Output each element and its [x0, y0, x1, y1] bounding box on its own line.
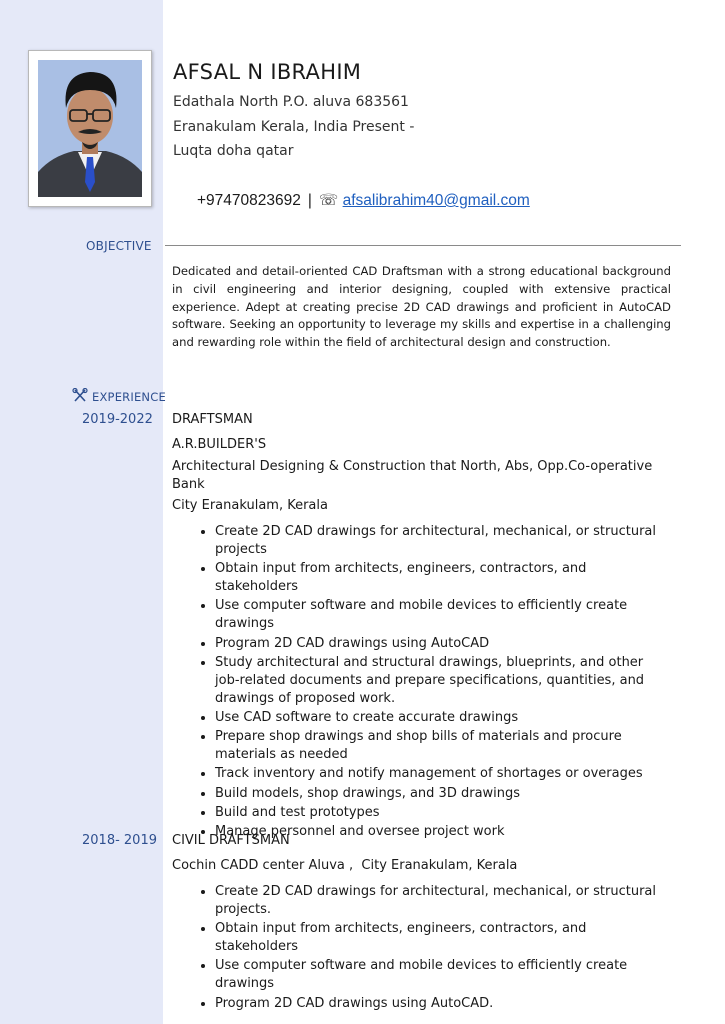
job-years: 2018- 2019: [82, 833, 157, 848]
experience-label: EXPERIENCE: [92, 390, 166, 404]
contact-line: [197, 191, 530, 210]
job-duties-list: [172, 883, 671, 1014]
job-duties-list: [172, 523, 671, 842]
candidate-name: AFSAL N IBRAHIM: [173, 60, 362, 84]
email-link[interactable]: afsalibrahim40@gmail.com: [342, 192, 530, 209]
job-company: Cochin CADD center Aluva , City Eranakulam, Kerala: [172, 858, 518, 873]
section-divider: [165, 245, 681, 246]
list-item: • Study architectural and structural drawings, blueprints, and other job-related documents and prepare specifications, quantities, and drawings of proposed work.: [215, 654, 671, 708]
list-item: • Use computer software and mobile devices to efficiently create drawings: [215, 957, 671, 993]
profile-photo-frame: [28, 50, 152, 207]
tools-icon: [72, 390, 92, 404]
objective-heading: OBJECTIVE: [86, 239, 152, 253]
job-title: CIVIL DRAFTSMAN: [172, 833, 290, 848]
list-item: • Create 2D CAD drawings for architectural, mechanical, or structural projects.: [215, 883, 671, 919]
list-item: • Track inventory and notify management of shortages or overages: [215, 765, 671, 783]
job-years: 2019-2022: [82, 412, 153, 427]
objective-text: Dedicated and detail-oriented CAD Draftsman with a strong educational background in civil engineering and interior designing, coupled with extensive practical experience. Adept at creating precise 2D CAD drawings and proficient in AutoCAD software. Seeking an opportunity to leverage my skills and expertise in a challenging and rewarding role within the field of architectural design and construction.: [172, 264, 671, 350]
experience-heading: [72, 388, 166, 404]
list-item: • Build and test prototypes: [215, 804, 671, 822]
list-item: • Program 2D CAD drawings using AutoCAD.: [215, 995, 671, 1013]
list-item: • Use CAD software to create accurate drawings: [215, 709, 671, 727]
address-line: Eranakulam Kerala, India Present -: [173, 119, 415, 135]
telephone-icon: ☏: [318, 192, 339, 209]
list-item: • Create 2D CAD drawings for architectural, mechanical, or structural projects: [215, 523, 671, 559]
profile-photo: [38, 60, 142, 197]
list-item: • Manage personnel and oversee project work: [215, 823, 671, 841]
phone-number: +97470823692: [197, 192, 301, 209]
list-item: • Prepare shop drawings and shop bills of materials and procure materials as needed: [215, 728, 671, 764]
address-line: Edathala North P.O. aluva 683561: [173, 94, 409, 110]
contact-separator: |: [307, 192, 312, 209]
list-item: • Build models, shop drawings, and 3D drawings: [215, 785, 671, 803]
list-item: • Obtain input from architects, engineers, contractors, and stakeholders: [215, 920, 671, 956]
job-location: City Eranakulam, Kerala: [172, 498, 328, 513]
job-title: DRAFTSMAN: [172, 412, 253, 427]
list-item: • Program 2D CAD drawings using AutoCAD: [215, 635, 671, 653]
address-line: Luqta doha qatar: [173, 143, 294, 159]
job-description: Architectural Designing & Construction that North, Abs, Opp.Co-operative Bank: [172, 459, 653, 492]
list-item: • Obtain input from architects, engineers, contractors, and stakeholders: [215, 560, 671, 596]
job-company: A.R.BUILDER'S: [172, 437, 267, 452]
list-item: • Use computer software and mobile devices to efficiently create drawings: [215, 597, 671, 633]
